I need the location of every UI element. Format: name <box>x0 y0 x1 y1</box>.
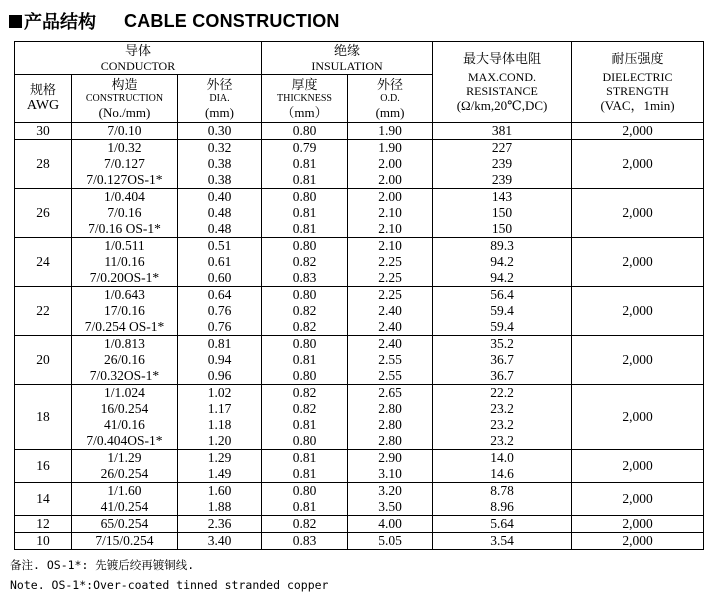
dielectric-cell: 2,000 <box>572 140 704 189</box>
construction-value: 7/0.16 OS-1* <box>88 221 161 236</box>
table-row <box>15 287 704 336</box>
construction-value: 65/0.254 <box>100 516 149 531</box>
table-row <box>15 533 704 550</box>
construction-value: 7/0.404OS-1* <box>86 433 163 448</box>
construction-value: 26/0.16 <box>104 352 145 367</box>
dia-value: 0.61 <box>207 254 232 269</box>
construction-value: 1/0.511 <box>104 238 145 253</box>
thickness-cell <box>262 483 348 516</box>
awg-cell: 12 <box>15 516 72 533</box>
construction-value: 7/15/0.254 <box>95 533 154 548</box>
construction-value: 7/0.127 <box>104 156 145 171</box>
thickness-value: 0.83 <box>292 270 317 285</box>
table-row <box>15 140 704 189</box>
od-value: 3.10 <box>378 466 402 481</box>
table-row <box>15 385 704 450</box>
resistance-value: 3.54 <box>490 533 514 548</box>
od-cell <box>348 336 433 385</box>
construction-value: 41/0.16 <box>104 417 145 432</box>
dia-value: 0.51 <box>207 238 232 253</box>
header-conductor: 导体 CONDUCTOR <box>15 42 262 75</box>
dielectric-cell: 2,000 <box>572 483 704 516</box>
dia-value: 2.36 <box>207 516 232 531</box>
thickness-value: 0.80 <box>292 433 317 448</box>
resistance-value: 14.0 <box>490 450 514 465</box>
thickness-value: 0.80 <box>292 238 317 253</box>
dia-value: 1.18 <box>207 417 232 432</box>
resistance-cell <box>433 533 572 550</box>
resistance-cell <box>433 516 572 533</box>
thickness-value: 0.81 <box>292 466 317 481</box>
dia-cell <box>178 533 262 550</box>
construction-value: 16/0.254 <box>100 401 149 416</box>
resistance-value: 22.2 <box>490 385 514 400</box>
construction-value: 7/0.10 <box>107 123 142 138</box>
construction-value: 7/0.20OS-1* <box>89 270 160 285</box>
od-value: 2.40 <box>378 303 402 318</box>
dia-value: 1.17 <box>207 401 232 416</box>
table-row <box>15 483 704 516</box>
awg-cell: 18 <box>15 385 72 450</box>
thickness-cell <box>262 238 348 287</box>
od-value: 3.20 <box>378 483 402 498</box>
dia-value: 1.20 <box>207 433 232 448</box>
od-cell <box>348 123 433 140</box>
od-value: 2.80 <box>378 433 402 448</box>
thickness-value: 0.80 <box>292 287 317 302</box>
table-row <box>15 516 704 533</box>
od-value: 1.90 <box>378 123 402 138</box>
resistance-value: 56.4 <box>490 287 514 302</box>
resistance-value: 239 <box>491 172 513 187</box>
od-cell <box>348 516 433 533</box>
thickness-value: 0.81 <box>292 172 317 187</box>
dia-value: 0.76 <box>207 319 232 334</box>
thickness-value: 0.81 <box>292 221 317 236</box>
awg-cell: 26 <box>15 189 72 238</box>
od-value: 2.25 <box>378 287 402 302</box>
resistance-value: 239 <box>491 156 513 171</box>
awg-cell: 28 <box>15 140 72 189</box>
resistance-value: 150 <box>491 221 513 236</box>
header-insulation: 绝缘 INSULATION <box>262 42 433 75</box>
construction-cell <box>72 140 178 189</box>
construction-value: 1/0.32 <box>107 140 142 155</box>
dielectric-cell: 2,000 <box>572 123 704 140</box>
od-value: 1.90 <box>378 140 402 155</box>
dia-cell <box>178 336 262 385</box>
thickness-value: 0.82 <box>292 385 317 400</box>
dia-value: 0.60 <box>207 270 232 285</box>
resistance-cell <box>433 123 572 140</box>
resistance-cell <box>433 483 572 516</box>
header-dia: 外径 DIA. (mm) <box>178 75 262 123</box>
table-body <box>15 123 704 550</box>
dia-cell <box>178 287 262 336</box>
construction-value: 1/1.024 <box>104 385 145 400</box>
dia-value: 1.60 <box>207 483 232 498</box>
thickness-cell <box>262 385 348 450</box>
thickness-value: 0.82 <box>292 303 317 318</box>
resistance-value: 14.6 <box>490 466 514 481</box>
title-en: CABLE CONSTRUCTION <box>124 10 340 31</box>
table-row <box>15 336 704 385</box>
thickness-cell <box>262 189 348 238</box>
cable-construction-table <box>14 41 704 550</box>
dia-value: 0.64 <box>207 287 232 302</box>
dia-value: 1.88 <box>207 499 232 514</box>
od-cell <box>348 287 433 336</box>
dia-value: 0.38 <box>207 172 232 187</box>
dielectric-cell: 2,000 <box>572 287 704 336</box>
resistance-cell <box>433 336 572 385</box>
dia-cell <box>178 140 262 189</box>
construction-value: 11/0.16 <box>104 254 145 269</box>
od-value: 2.65 <box>378 385 402 400</box>
thickness-value: 0.82 <box>292 319 317 334</box>
od-value: 2.10 <box>378 205 402 220</box>
resistance-value: 36.7 <box>490 368 514 383</box>
resistance-cell <box>433 189 572 238</box>
od-value: 4.00 <box>378 516 402 531</box>
dielectric-cell: 2,000 <box>572 336 704 385</box>
construction-value: 26/0.254 <box>100 466 149 481</box>
header-od: 外径 O.D. (mm) <box>348 75 433 123</box>
header-awg: 规格 AWG <box>15 75 72 123</box>
thickness-cell <box>262 287 348 336</box>
construction-value: 7/0.254 OS-1* <box>84 319 165 334</box>
thickness-value: 0.81 <box>292 156 317 171</box>
dielectric-cell: 2,000 <box>572 450 704 483</box>
note-en: Note. OS-1*:Over-coated tinned stranded copper <box>10 578 329 592</box>
resistance-value: 59.4 <box>490 319 514 334</box>
dia-value: 1.29 <box>207 450 232 465</box>
construction-cell <box>72 336 178 385</box>
od-value: 2.10 <box>378 221 402 236</box>
od-value: 2.00 <box>378 172 402 187</box>
thickness-value: 0.82 <box>292 401 317 416</box>
awg-cell: 24 <box>15 238 72 287</box>
dia-value: 0.30 <box>207 123 232 138</box>
dia-value: 1.02 <box>207 385 232 400</box>
od-value: 3.50 <box>378 499 402 514</box>
dielectric-cell: 2,000 <box>572 238 704 287</box>
od-value: 2.40 <box>378 336 402 351</box>
od-cell <box>348 238 433 287</box>
thickness-value: 0.80 <box>292 189 317 204</box>
construction-value: 7/0.32OS-1* <box>89 368 160 383</box>
resistance-value: 89.3 <box>490 238 514 253</box>
construction-value: 1/0.643 <box>104 287 145 302</box>
construction-value: 7/0.127OS-1* <box>86 172 163 187</box>
thickness-value: 0.80 <box>292 336 317 351</box>
od-value: 2.00 <box>378 156 402 171</box>
od-value: 2.25 <box>378 254 402 269</box>
dia-value: 0.48 <box>207 205 232 220</box>
dielectric-cell: 2,000 <box>572 385 704 450</box>
construction-cell <box>72 189 178 238</box>
resistance-value: 23.2 <box>490 401 514 416</box>
construction-value: 1/0.404 <box>104 189 145 204</box>
thickness-cell <box>262 450 348 483</box>
resistance-cell <box>433 287 572 336</box>
construction-cell <box>72 450 178 483</box>
awg-cell: 14 <box>15 483 72 516</box>
dia-value: 0.40 <box>207 189 232 204</box>
thickness-value: 0.80 <box>292 368 317 383</box>
thickness-value: 0.81 <box>292 417 317 432</box>
page-title <box>9 8 340 34</box>
construction-value: 1/1.29 <box>107 450 142 465</box>
construction-value: 1/0.813 <box>104 336 145 351</box>
thickness-value: 0.81 <box>292 352 317 367</box>
od-cell <box>348 450 433 483</box>
resistance-cell <box>433 450 572 483</box>
resistance-value: 381 <box>491 123 513 138</box>
od-cell <box>348 140 433 189</box>
thickness-value: 0.80 <box>292 483 317 498</box>
thickness-cell <box>262 533 348 550</box>
resistance-cell <box>433 140 572 189</box>
construction-value: 17/0.16 <box>104 303 145 318</box>
thickness-value: 0.83 <box>292 533 317 548</box>
header-resistance: 最大导体电阻 MAX.COND. RESISTANCE (Ω/km,20℃,DC) <box>433 42 572 123</box>
thickness-cell <box>262 140 348 189</box>
dia-cell <box>178 450 262 483</box>
dia-value: 0.38 <box>207 156 232 171</box>
od-value: 2.10 <box>378 238 402 253</box>
dia-value: 0.76 <box>207 303 232 318</box>
header-dielectric: 耐压强度 DIELECTRIC STRENGTH (VAC，1min) <box>572 42 704 123</box>
dielectric-cell: 2,000 <box>572 533 704 550</box>
resistance-cell <box>433 385 572 450</box>
dia-value: 3.40 <box>207 533 232 548</box>
dia-cell <box>178 123 262 140</box>
resistance-value: 150 <box>491 205 513 220</box>
od-value: 2.40 <box>378 319 402 334</box>
awg-cell: 20 <box>15 336 72 385</box>
dia-cell <box>178 189 262 238</box>
thickness-value: 0.79 <box>292 140 317 155</box>
dia-value: 0.32 <box>207 140 232 155</box>
od-value: 2.55 <box>378 352 402 367</box>
awg-cell: 30 <box>15 123 72 140</box>
resistance-value: 23.2 <box>490 433 514 448</box>
header-construction: 构造 CONSTRUCTION (No./mm) <box>72 75 178 123</box>
title-cn: 产品结构 <box>24 12 96 33</box>
dia-cell <box>178 516 262 533</box>
resistance-value: 94.2 <box>490 270 514 285</box>
resistance-value: 143 <box>491 189 513 204</box>
resistance-value: 35.2 <box>490 336 514 351</box>
table-row <box>15 238 704 287</box>
dielectric-cell: 2,000 <box>572 516 704 533</box>
dia-cell <box>178 483 262 516</box>
resistance-value: 94.2 <box>490 254 514 269</box>
od-value: 2.25 <box>378 270 402 285</box>
thickness-value: 0.82 <box>292 516 317 531</box>
construction-value: 1/1.60 <box>107 483 142 498</box>
dia-cell <box>178 385 262 450</box>
construction-value: 41/0.254 <box>100 499 149 514</box>
awg-cell: 10 <box>15 533 72 550</box>
od-cell <box>348 385 433 450</box>
dia-value: 0.81 <box>207 336 232 351</box>
awg-cell: 16 <box>15 450 72 483</box>
od-value: 2.80 <box>378 401 402 416</box>
thickness-value: 0.81 <box>292 499 317 514</box>
thickness-value: 0.81 <box>292 205 317 220</box>
construction-cell <box>72 287 178 336</box>
dielectric-cell: 2,000 <box>572 189 704 238</box>
resistance-value: 5.64 <box>490 516 514 531</box>
resistance-value: 8.96 <box>490 499 514 514</box>
thickness-cell <box>262 336 348 385</box>
construction-value: 7/0.16 <box>107 205 142 220</box>
table-row <box>15 123 704 140</box>
od-cell <box>348 483 433 516</box>
od-value: 5.05 <box>378 533 402 548</box>
black-square-bullet-icon <box>9 15 22 28</box>
construction-cell <box>72 516 178 533</box>
thickness-cell <box>262 123 348 140</box>
construction-cell <box>72 533 178 550</box>
construction-cell <box>72 238 178 287</box>
resistance-value: 8.78 <box>490 483 514 498</box>
construction-cell <box>72 483 178 516</box>
resistance-value: 227 <box>491 140 513 155</box>
thickness-cell <box>262 516 348 533</box>
dia-value: 0.48 <box>207 221 232 236</box>
construction-cell <box>72 123 178 140</box>
od-cell <box>348 189 433 238</box>
od-value: 2.00 <box>378 189 402 204</box>
od-value: 2.80 <box>378 417 402 432</box>
od-value: 2.55 <box>378 368 402 383</box>
resistance-value: 36.7 <box>490 352 514 367</box>
resistance-value: 59.4 <box>490 303 514 318</box>
thickness-value: 0.80 <box>292 123 317 138</box>
thickness-value: 0.82 <box>292 254 317 269</box>
header-thickness: 厚度 THICKNESS （mm） <box>262 75 348 123</box>
awg-cell: 22 <box>15 287 72 336</box>
dia-value: 1.49 <box>207 466 232 481</box>
thickness-value: 0.81 <box>292 450 317 465</box>
note-cn: 备注. OS-1*: 先镀后绞再镀铜线. <box>10 558 195 572</box>
table-row <box>15 189 704 238</box>
resistance-cell <box>433 238 572 287</box>
od-value: 2.90 <box>378 450 402 465</box>
resistance-value: 23.2 <box>490 417 514 432</box>
construction-cell <box>72 385 178 450</box>
od-cell <box>348 533 433 550</box>
table-row <box>15 450 704 483</box>
dia-value: 0.94 <box>207 352 232 367</box>
dia-value: 0.96 <box>207 368 232 383</box>
dia-cell <box>178 238 262 287</box>
